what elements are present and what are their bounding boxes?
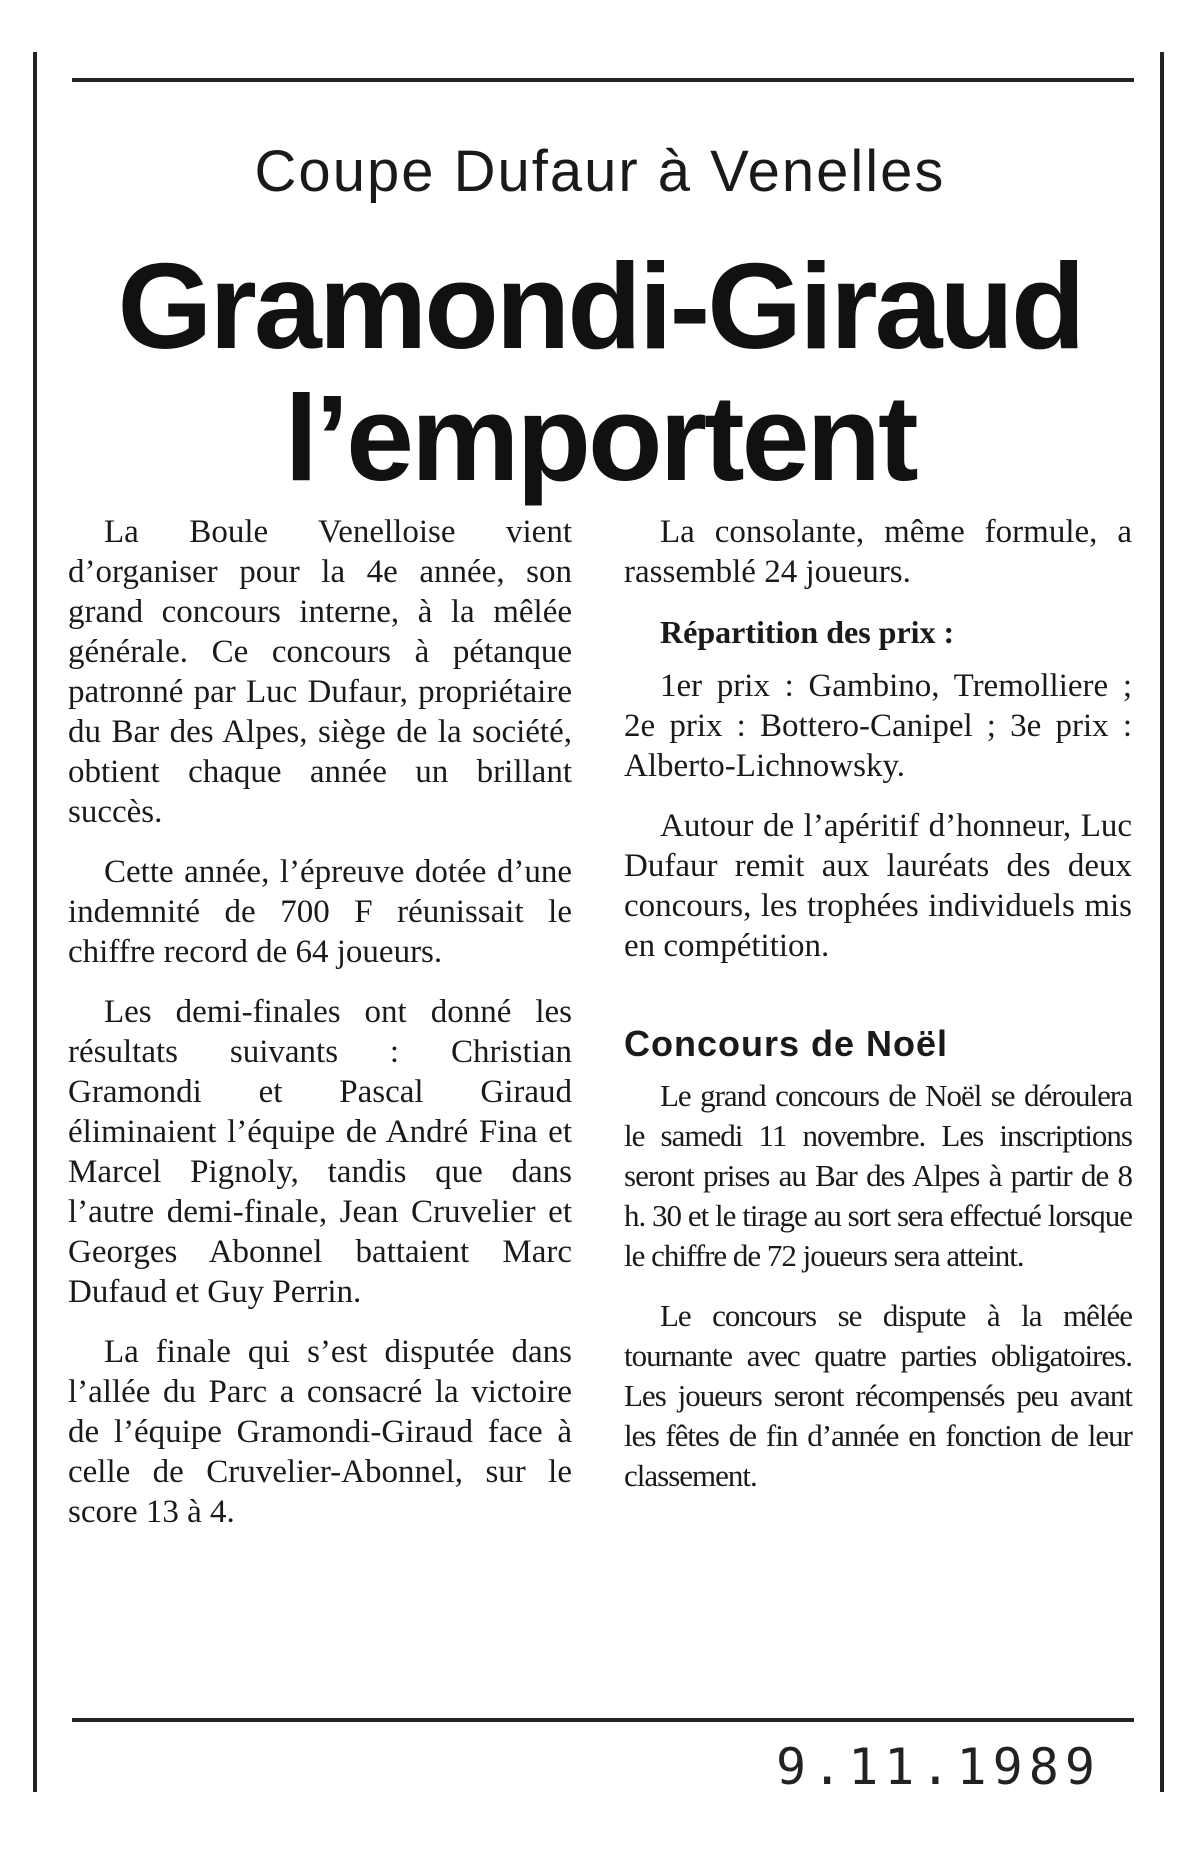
- paragraph-intro: La Boule Venelloise vient d’organiser pour la 4e année, son grand concours interne, à la mêlée générale. Ce concours à pétanque patronné par Luc Dufaur, propriétaire du Bar des Alpes, siège de la société, obtient chaque année un brillant succès.: [68, 514, 572, 830]
- left-border: [33, 52, 37, 1792]
- noel-heading: Concours de Noël: [624, 1023, 949, 1064]
- article-headline: [60, 240, 1140, 504]
- paragraph-noel-registration: Le grand concours de Noël se déroulera le samedi 11 novembre. Les inscriptions seront prises au Bar des Alpes à partir de 8 h. 30 et le tirage au sort sera effectué lorsque le chiffre de 72 joueurs sera atteint.: [624, 1078, 1132, 1273]
- paragraph-consolante: La consolante, même formule, a rassemblé 24 joueurs.: [624, 514, 1132, 590]
- right-border: [1160, 52, 1164, 1792]
- paragraph-noel-format: Le concours se dispute à la mêlée tournante avec quatre parties obligatoires. Les joueurs seront récompensés peu avant les fêtes de fin d’année en fonction de leur classement.: [624, 1298, 1132, 1493]
- paragraph-prizes: 1er prix : Gambino, Tremolliere ; 2e prix : Bottero-Canipel ; 3e prix : Alberto-Lichnowsky.: [624, 668, 1132, 784]
- article-kicker: Coupe Dufaur à Venelles: [254, 139, 946, 204]
- headline-line-2: l’emportent: [284, 370, 916, 506]
- left-column: [68, 512, 572, 1552]
- prizes-heading: Répartition des prix :: [660, 614, 955, 650]
- headline-line-1: Gramondi-Giraud: [117, 238, 1083, 374]
- paragraph-final: La finale qui s’est disputée dans l’allée du Parc a consacré la victoire de l’équipe Gramondi-Giraud face à celle de Cruvelier-Abonnel, sur le score 13 à 4.: [68, 1334, 572, 1530]
- paragraph-semifinals: Les demi-finales ont donné les résultats suivants : Christian Gramondi et Pascal Giraud éliminaient l’équipe de André Fina et Marcel Pignoly, tandis que dans l’autre demi-finale, Jean Cruvelier et Georges Abonnel battaient Marc Dufaud et Guy Perrin.: [68, 994, 572, 1310]
- bottom-rule: [72, 1718, 1134, 1722]
- handwritten-date: 9.11.1989: [776, 1738, 1101, 1796]
- right-column: [624, 512, 1132, 1516]
- top-rule: [72, 78, 1134, 82]
- paragraph-aperitif: Autour de l’apéritif d’honneur, Luc Dufaur remit aux lauréats des deux concours, les trophées individuels mis en compétition.: [624, 808, 1132, 964]
- paragraph-record: Cette année, l’épreuve dotée d’une indemnité de 700 F réunissait le chiffre record de 64 joueurs.: [68, 854, 572, 970]
